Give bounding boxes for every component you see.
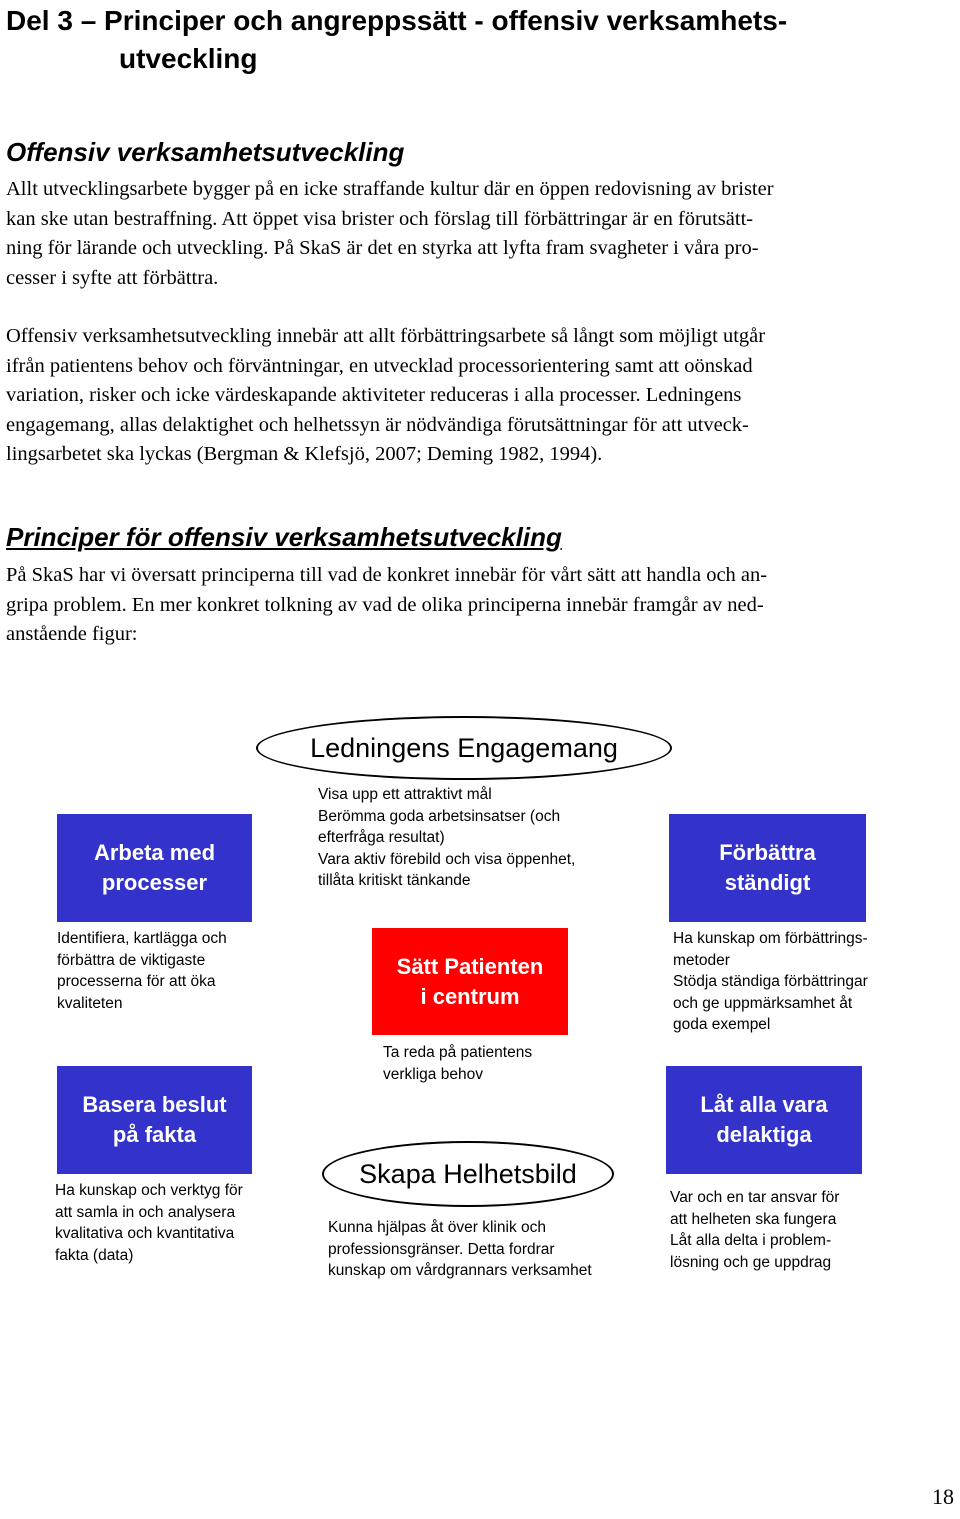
patienten-line2: i centrum (420, 983, 520, 1009)
paragraph-line: kan ske utan bestraffning. Att öppet visa brister och förslag till förbättringar är en förutsätt- (6, 207, 754, 230)
ledning-label: Ledningens Engagemang (310, 732, 618, 763)
desc-line: metoder (673, 951, 730, 969)
paragraph-line: gripa problem. En mer konkret tolkning av vad de olika principerna innebär framgår av ned- (6, 593, 764, 616)
paragraph-line: cesser i syfte att förbättra. (6, 266, 219, 289)
desc-line: Berömma goda arbetsinsatser (och (318, 807, 561, 825)
desc-line: förbättra de viktigaste (57, 951, 206, 969)
desc-line: fakta (data) (55, 1246, 134, 1264)
desc-line: processerna för att öka (57, 973, 216, 990)
paragraph-line: På SkaS har vi översatt principerna till vad de konkret innebär för vårt sätt att handla och an- (6, 564, 768, 586)
patienten-line1: Sätt Patienten (396, 953, 544, 979)
paragraph-line: lingsarbetet ska lyckas (Bergman & Klefsjö, 2007; Deming 1982, 1994). (6, 443, 603, 465)
paragraph-line: anstående figur: (6, 623, 138, 645)
desc-line: professionsgränser. Detta fordrar (328, 1240, 555, 1258)
delaktiga-desc (670, 1187, 839, 1273)
desc-line: tillåta kritiskt tänkande (318, 872, 471, 889)
patienten-desc (383, 1042, 532, 1085)
forbattra-line2: ständigt (724, 870, 811, 895)
desc-line: att helheten ska fungera (670, 1210, 837, 1228)
desc-line: Ha kunskap om förbättrings- (673, 930, 868, 947)
ledning-ellipse (256, 716, 672, 780)
desc-line: Ta reda på patientens (383, 1044, 533, 1061)
paragraph-line: variation, risker och icke värdeskapande aktiviteter reduceras i alla processer. Ledningens (6, 384, 742, 406)
paragraph-line: Allt utvecklingsarbete bygger på en icke straffande kultur där en öppen redovisning av brister (6, 178, 774, 200)
desc-line: och ge uppmärksamhet åt (673, 994, 853, 1012)
desc-line: Stödja ständiga förbättringar (673, 973, 868, 990)
desc-line: lösning och ge uppdrag (670, 1253, 832, 1271)
paragraph-line: ning för lärande och utveckling. På SkaS är det en styrka att lyfta fram svagheter i våra pro- (6, 237, 759, 259)
page-heading-line1: Del 3 – Principer och angreppssätt - offensiv verksamhets- (6, 5, 788, 36)
processer-desc (57, 928, 227, 1014)
desc-line: kvaliteten (57, 994, 123, 1012)
processer-box (57, 814, 252, 922)
desc-line: kvalitativa och kvantitativa (55, 1225, 235, 1242)
paragraph-line: Offensiv verksamhetsutveckling innebär att allt förbättringsarbete så långt som möjligt utgår (6, 325, 766, 347)
desc-line: Identifiera, kartlägga och (57, 930, 227, 947)
fakta-desc (55, 1180, 243, 1266)
forbattra-line1: Förbättra (719, 840, 816, 865)
desc-line: Kunna hjälpas åt över klinik och (328, 1219, 546, 1236)
desc-line: kunskap om vårdgrannars verksamhet (328, 1262, 592, 1279)
section-title-principer: Principer för offensiv verksamhetsutveckling (6, 522, 562, 552)
delaktiga-line2: delaktiga (716, 1122, 812, 1147)
page-heading-line2: utveckling (119, 43, 258, 74)
fakta-line1: Basera beslut (82, 1092, 227, 1117)
ledning-desc (318, 784, 575, 892)
helhet-label: Skapa Helhetsbild (359, 1158, 577, 1189)
processer-line1: Arbeta med (93, 840, 216, 865)
processer-line2: processer (101, 870, 208, 895)
desc-line: Låt alla delta i problem- (670, 1232, 832, 1249)
desc-line: Vara aktiv förebild och visa öppenhet, (318, 850, 576, 868)
page-number: 18 (932, 1484, 954, 1509)
desc-line: efterfråga resultat) (318, 829, 445, 846)
delaktiga-box (666, 1066, 862, 1174)
section-title-offensiv: Offensiv verksamhetsutveckling (6, 137, 405, 167)
desc-line: goda exempel (673, 1016, 771, 1033)
paragraph-line: ifrån patientens behov och förväntningar, en utvecklad processorientering samt att oönskad (6, 354, 753, 377)
delaktiga-line1: Låt alla vara (700, 1092, 828, 1117)
forbattra-desc (673, 928, 868, 1036)
paragraph-line: engagemang, allas delaktighet och helhetssyn är nödvändiga förutsättningar för att utveck- (6, 413, 749, 436)
fakta-line2: på fakta (112, 1122, 197, 1147)
helhet-desc (328, 1217, 592, 1282)
desc-line: att samla in och analysera (55, 1203, 236, 1221)
desc-line: Visa upp ett attraktivt mål (318, 786, 492, 803)
desc-line: Ha kunskap och verktyg för (55, 1182, 243, 1199)
desc-line: verkliga behov (383, 1065, 483, 1083)
patienten-box (372, 928, 568, 1035)
helhet-ellipse (322, 1141, 614, 1207)
desc-line: Var och en tar ansvar för (670, 1189, 840, 1206)
fakta-box (57, 1066, 252, 1174)
forbattra-box (669, 814, 866, 922)
